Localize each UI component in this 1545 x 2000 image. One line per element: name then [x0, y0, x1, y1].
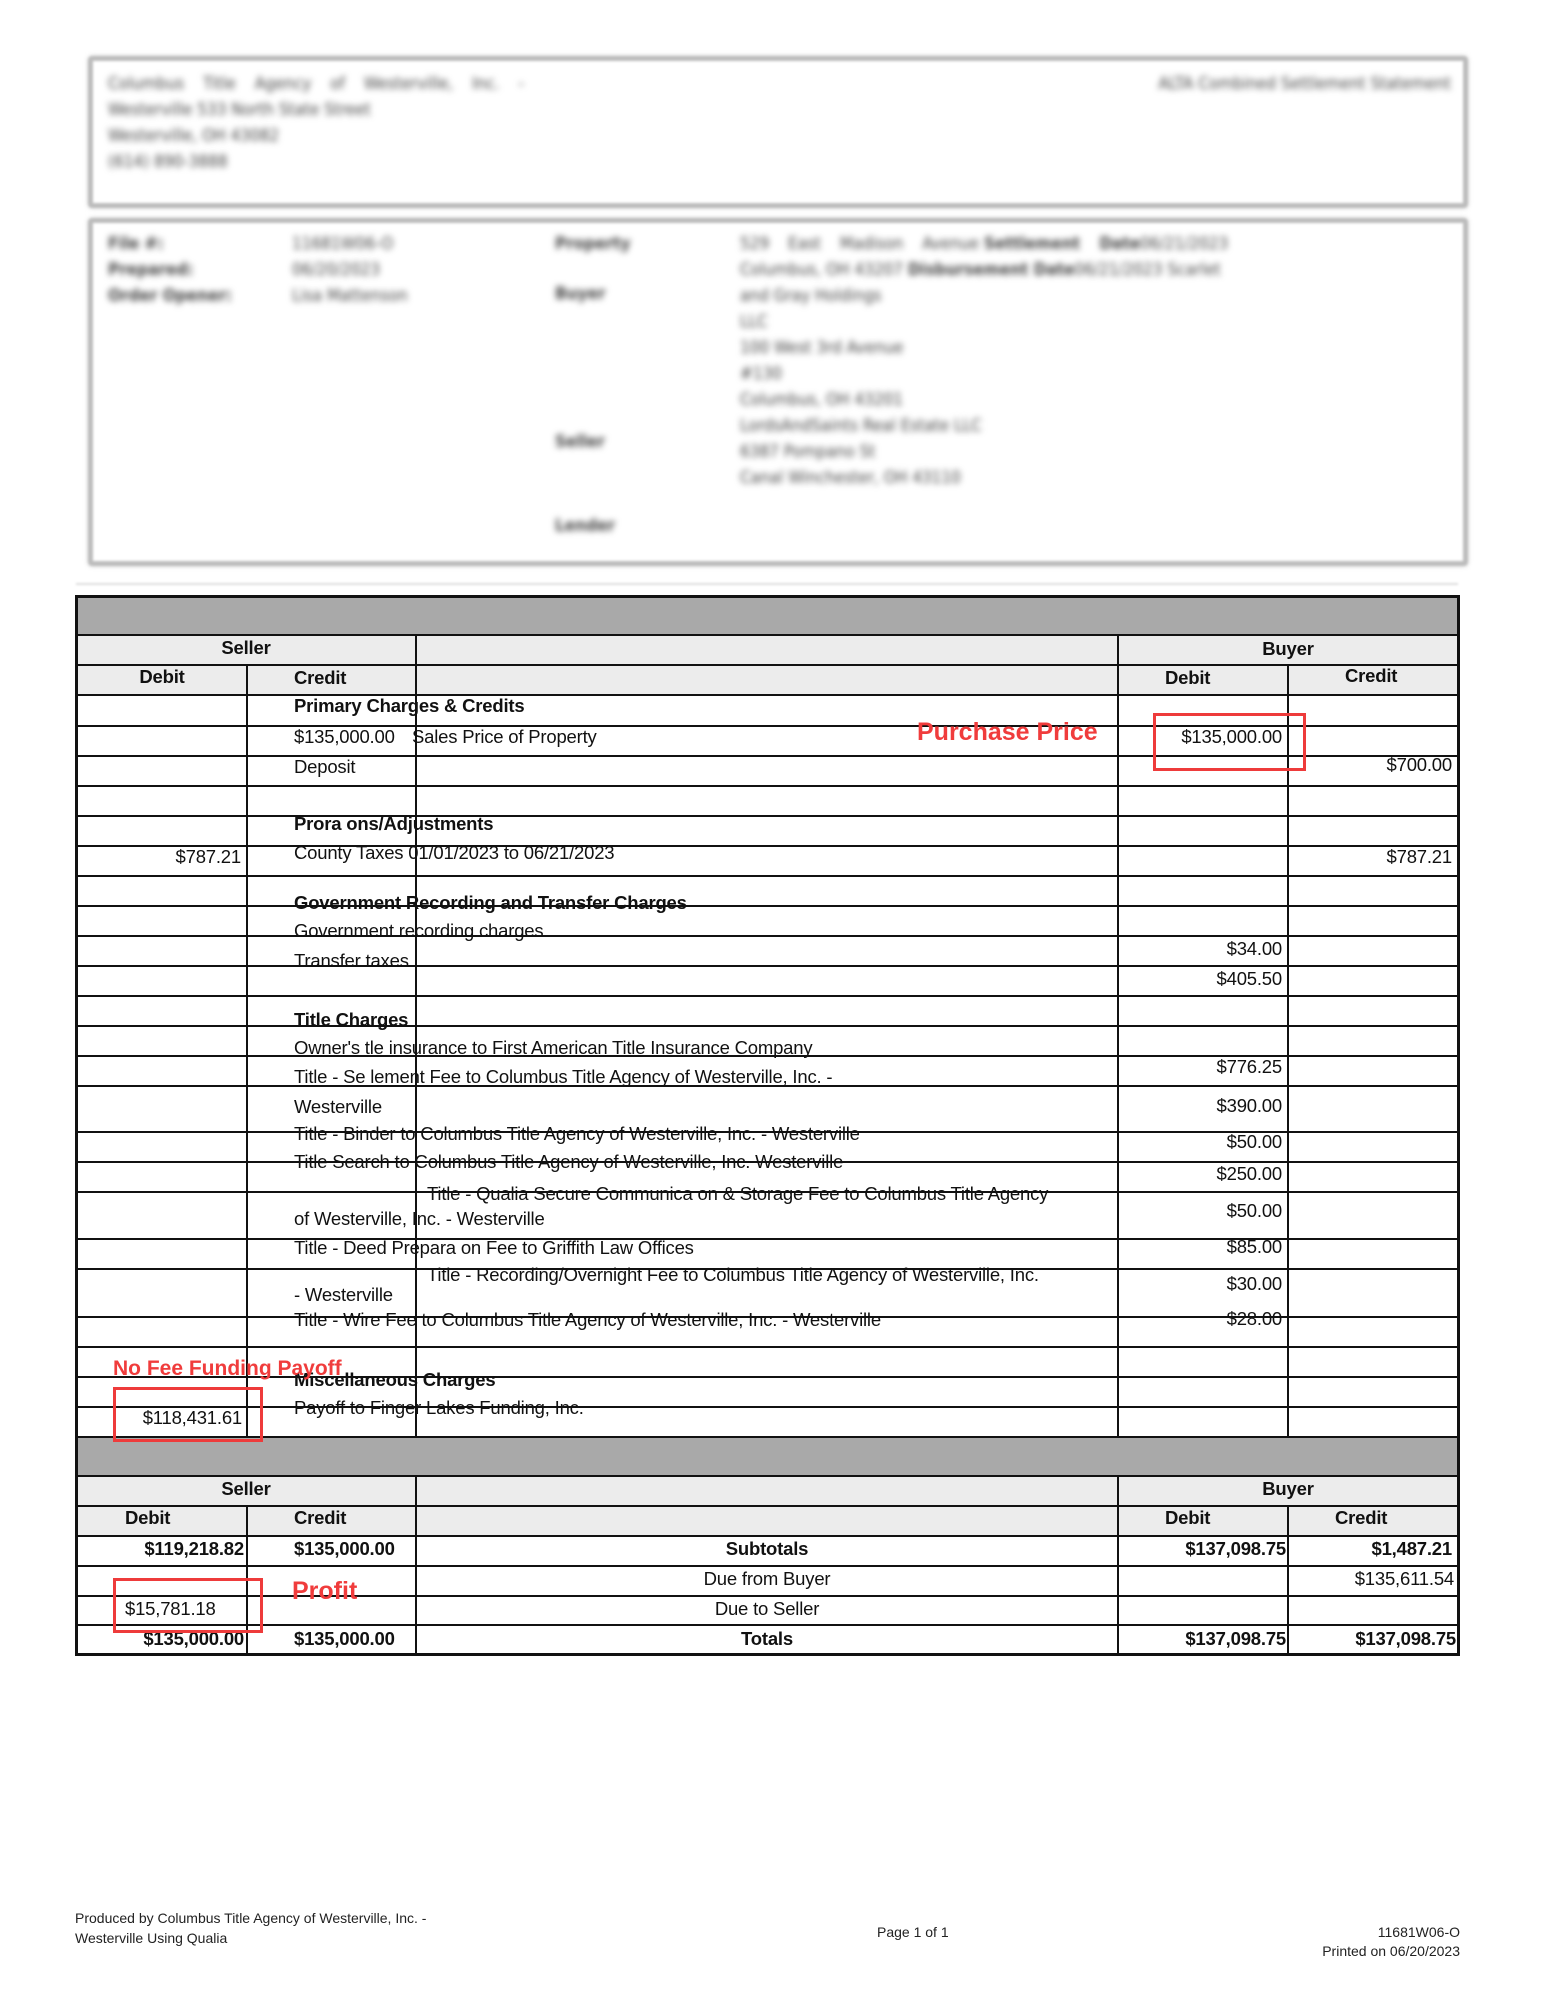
deed-prep-buyer-debit: $85.00: [1226, 1236, 1282, 1257]
seller-column-header: Seller: [221, 637, 271, 658]
company-city-line: Westerville, OH 43082: [108, 126, 280, 146]
due-from-buyer-buyer-credit: $135,611.54: [1354, 1568, 1454, 1589]
search-buyer-debit: $250.00: [1216, 1163, 1282, 1184]
table-border-bottom: [76, 1653, 1460, 1656]
totals-seller-credit: $135,000.00: [294, 1628, 395, 1649]
settlement-date-label: Settlement Date: [983, 234, 1141, 254]
property-label: Property: [555, 234, 631, 254]
row-line: [76, 1436, 1458, 1438]
subtotals-buyer-debit: $137,098.75: [1185, 1538, 1286, 1559]
row-line: [76, 1595, 1458, 1597]
binder-description: Title - Binder to Columbus Title Agency of Westerville, Inc. - Westerville: [294, 1123, 860, 1144]
section-prorations: Prora ons/Adjustments: [294, 813, 494, 834]
row-line: [76, 1346, 1458, 1348]
lender-label: Lender: [555, 516, 615, 536]
seller-label: Seller: [555, 432, 605, 452]
seller-line-3: Canal Winchester, OH 43110: [740, 468, 961, 488]
recording-fee-buyer-debit: $30.00: [1226, 1273, 1282, 1294]
subtotals-seller-credit: $135,000.00: [294, 1538, 395, 1559]
row-line: [76, 1565, 1458, 1567]
company-address-line: Westerville 533 North State Street: [108, 100, 371, 120]
totals-buyer-credit: $137,098.75: [1355, 1628, 1456, 1649]
transfer-taxes-description: Transfer taxes: [294, 950, 409, 971]
summary-buyer-header: Buyer: [1262, 1478, 1314, 1499]
property-line-1: [740, 234, 1228, 254]
property-city: Columbus, OH 43207: [740, 260, 904, 280]
settlement-date-value: 06/21/2023: [1140, 234, 1229, 254]
deed-prep-description: Title - Deed Prepara on Fee to Griffith Law Offices: [294, 1237, 694, 1258]
due-to-seller-label: Due to Seller: [714, 1598, 820, 1619]
qualia-fee-description-2: of Westerville, Inc. - Westerville: [294, 1208, 545, 1229]
gov-recording-description: Government recording charges: [294, 920, 544, 941]
table-border-top: [76, 595, 1460, 598]
due-to-seller-seller-debit: $15,781.18: [125, 1598, 216, 1619]
row-line: [76, 785, 1458, 787]
company-name: Columbus Title Agency of Westerville, Inc. -: [108, 74, 524, 94]
header-row-debit-credit: [76, 664, 1458, 694]
order-opener-label: Order Opener:: [108, 286, 232, 306]
subtotals-label: Subtotals: [725, 1538, 809, 1559]
row-line: [76, 664, 1458, 666]
county-taxes-buyer-credit: $787.21: [1386, 846, 1452, 867]
totals-seller-debit: $135,000.00: [143, 1628, 244, 1649]
summary-seller-credit-header: Credit: [294, 1507, 347, 1528]
totals-label: Totals: [741, 1628, 793, 1649]
county-taxes-seller-debit: $787.21: [175, 846, 241, 867]
footer-produced-by-line-2: Westerville Using Qualia: [75, 1930, 228, 1946]
sales-price-seller-credit: $135,000.00: [294, 726, 395, 747]
footer-produced-by-line-1: Produced by Columbus Title Agency of Westerville, Inc. -: [75, 1910, 427, 1926]
subtotals-seller-debit: $119,218.82: [144, 1538, 244, 1559]
row-line: [76, 1624, 1458, 1626]
sales-price-description: Sales Price of Property: [412, 726, 597, 747]
buyer-line-4: #130: [740, 364, 783, 384]
row-line: [76, 965, 1458, 967]
settlement-fee-buyer-debit: $390.00: [1216, 1095, 1282, 1116]
prepared-value: 06/20/2023: [292, 260, 381, 280]
row-line: [76, 875, 1458, 877]
subtotals-buyer-credit: $1,487.21: [1371, 1538, 1452, 1559]
transfer-taxes-buyer-debit: $405.50: [1216, 968, 1282, 989]
summary-seller-header: Seller: [221, 1478, 271, 1499]
footer-printed-date: Printed on 06/20/2023: [1322, 1943, 1460, 1959]
section-miscellaneous-charges: Miscellaneous Charges: [294, 1369, 496, 1390]
settlement-fee-description-1: Title - Se lement Fee to Columbus Title Agency of Westerville, Inc. -: [294, 1066, 833, 1087]
owners-title-description: Owner's tle insurance to First American Title Insurance Company: [294, 1037, 813, 1058]
buyer-line-3: 100 West 3rd Avenue: [740, 338, 904, 358]
summary-header-debit-credit: [76, 1505, 1458, 1535]
table-top-band: [76, 597, 1458, 634]
property-line-2: [740, 260, 1221, 280]
qualia-fee-description-1: Title - Qualia Secure Communica on & Storage Fee to Columbus Title Agency: [427, 1183, 1049, 1204]
search-description: Title Search to Columbus Title Agency of Westerville, Inc. Westerville: [294, 1151, 844, 1172]
document-title: ALTA Combined Settlement Statement: [1158, 74, 1451, 94]
annotation-box-payoff: [113, 1387, 263, 1442]
section-title-charges: Title Charges: [294, 1009, 409, 1030]
row-line: [76, 1475, 1458, 1477]
deposit-buyer-credit: $700.00: [1386, 754, 1452, 775]
deposit-description: Deposit: [294, 756, 356, 777]
seller-debit-header: Debit: [139, 666, 185, 687]
row-line: [76, 935, 1458, 937]
row-line: [76, 634, 1458, 636]
owners-title-buyer-debit: $776.25: [1216, 1056, 1282, 1077]
annotation-profit: Profit: [292, 1577, 358, 1605]
file-number-label: File #:: [108, 234, 164, 254]
row-line: [76, 694, 1458, 696]
company-phone: (614) 890-3888: [108, 152, 228, 172]
settlement-fee-description-2: Westerville: [294, 1096, 382, 1117]
buyer-column-header: Buyer: [1262, 638, 1314, 659]
annotation-box-profit: [113, 1578, 263, 1633]
qualia-fee-buyer-debit: $50.00: [1226, 1200, 1282, 1221]
buyer-line-1: and Gray Holdings: [740, 286, 882, 306]
row-line: [76, 995, 1458, 997]
order-opener-value: Lisa Mattenson: [292, 286, 408, 306]
footer-page-number: Page 1 of 1: [877, 1924, 949, 1940]
summary-buyer-credit-header: Credit: [1335, 1507, 1388, 1528]
buyer-line-5: Columbus, OH 43201: [740, 390, 904, 410]
footer-file-number: 11681W06-O: [1377, 1924, 1460, 1940]
section-primary-charges: Primary Charges & Credits: [294, 695, 525, 716]
totals-buyer-debit: $137,098.75: [1185, 1628, 1286, 1649]
row-line: [76, 1535, 1458, 1537]
disbursement-date-value: 06/21/2023: [1074, 260, 1163, 280]
buyer-label: Buyer: [555, 284, 606, 304]
section-government-charges: Government Recording and Transfer Charges: [294, 892, 687, 913]
disbursement-date-label: Disbursement Date: [907, 260, 1075, 280]
row-line: [76, 1505, 1458, 1507]
annotation-no-fee-funding-payoff: No Fee Funding Payoff: [113, 1357, 342, 1380]
col-line-buyer-split: [1287, 664, 1289, 1437]
buyer-credit-header: Credit: [1345, 665, 1398, 686]
row-line: [76, 905, 1458, 907]
recording-fee-description-2: - Westerville: [294, 1284, 393, 1305]
gov-recording-buyer-debit: $34.00: [1226, 938, 1282, 959]
prepared-label: Prepared:: [108, 260, 194, 280]
recording-fee-description-1: Title - Recording/Overnight Fee to Columbus Title Agency of Westerville, Inc.: [427, 1264, 1039, 1285]
binder-buyer-debit: $50.00: [1226, 1131, 1282, 1152]
table-middle-band: [76, 1437, 1458, 1475]
row-line: [76, 1406, 1458, 1408]
payoff-description: Payoff to Finger Lakes Funding, Inc.: [294, 1397, 584, 1418]
payoff-seller-debit: $118,431.61: [142, 1407, 242, 1428]
buyer-debit-header: Debit: [1165, 667, 1211, 688]
row-line: [76, 1025, 1458, 1027]
summary-seller-debit-header: Debit: [125, 1507, 171, 1528]
separator-line: [76, 583, 1458, 585]
row-line: [76, 815, 1458, 817]
sales-price-buyer-debit: $135,000.00: [1181, 726, 1282, 747]
due-from-buyer-label: Due from Buyer: [703, 1568, 831, 1589]
annotation-box-purchase-price: [1153, 713, 1306, 771]
buyer-line-2: LLC: [740, 312, 768, 332]
seller-line-1: LordsAndSaints Real Estate LLC: [740, 416, 982, 436]
wire-fee-description: Title - Wire Fee to Columbus Title Agency of Westerville, Inc. - Westerville: [294, 1309, 881, 1330]
buyer-name-start: Scarlet: [1167, 260, 1221, 280]
col-line-seller-split: [246, 664, 248, 1437]
wire-fee-buyer-debit: $28.00: [1226, 1308, 1282, 1329]
seller-line-2: 6387 Pompano St: [740, 442, 876, 462]
seller-credit-header: Credit: [294, 667, 347, 688]
row-line: [76, 845, 1458, 847]
annotation-purchase-price: Purchase Price: [917, 718, 1098, 746]
summary-buyer-debit-header: Debit: [1165, 1507, 1211, 1528]
county-taxes-description: County Taxes 01/01/2023 to 06/21/2023: [294, 842, 615, 863]
property-address: 529 East Madison Avenue: [740, 234, 980, 254]
file-number-value: 11681W06-O: [292, 234, 394, 254]
